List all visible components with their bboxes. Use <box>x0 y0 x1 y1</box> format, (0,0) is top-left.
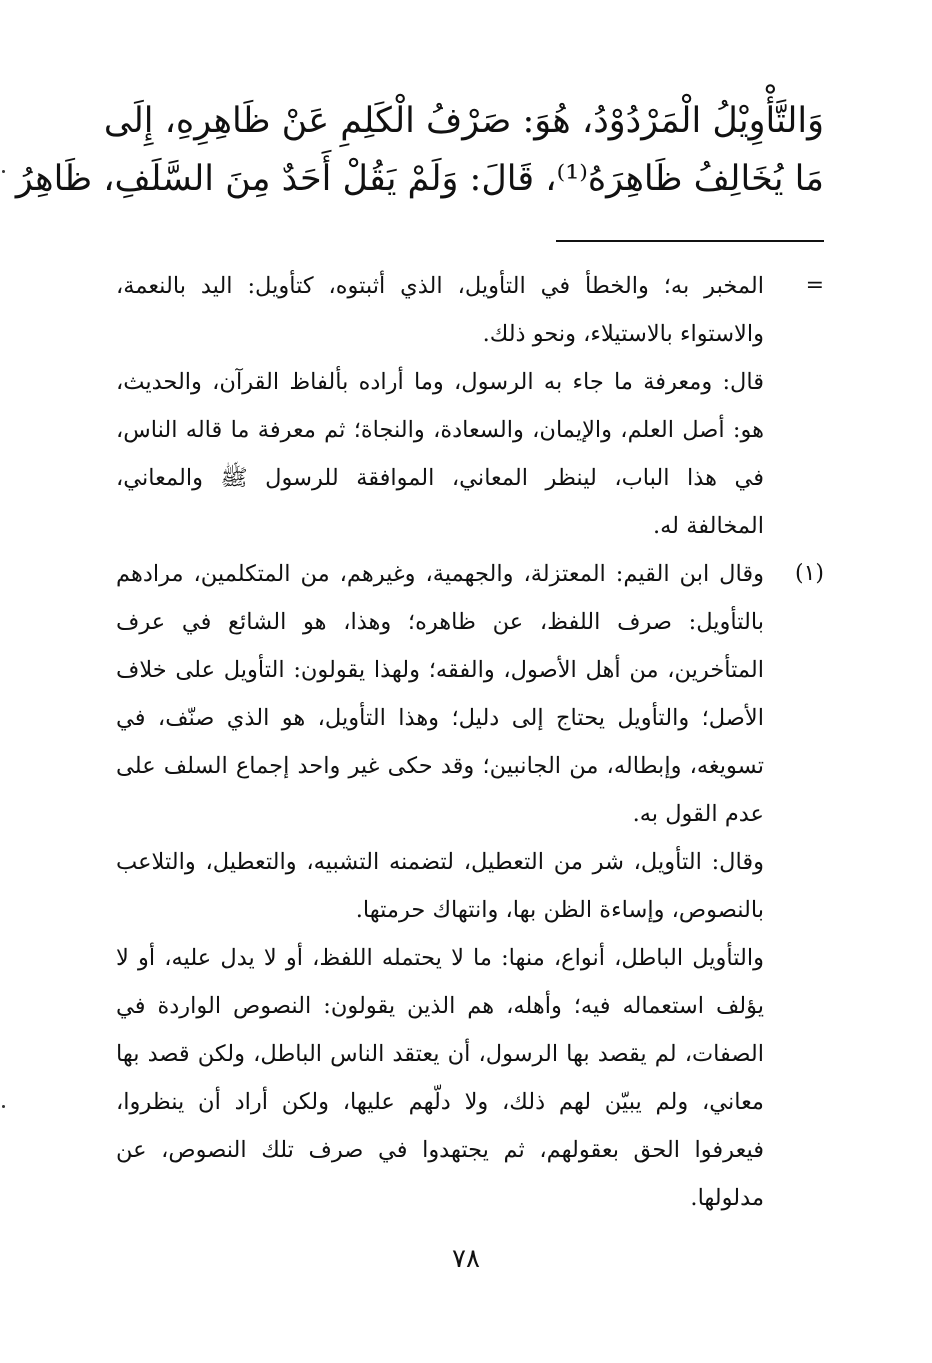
footnotes <box>116 262 824 1222</box>
main-text-line: مَا يُخَالِفُ ظَاهِرَهُ⁽¹⁾، قَالَ: وَلَمْ يَقُلْ أَحَدٌ مِنَ السَّلَفِ، ظَاهِرُ <box>15 159 824 199</box>
continuation-marker: = <box>805 273 824 298</box>
footnote-paragraph: والتأويل الباطل، أنواع، منها: ما لا يحتمله اللفظ، أو لا يدل عليه، أو لا يؤلف استعماله فيه؛ وأهله، هم الذين يقولون: النصوص الواردة في الصفات، لم يقصد بها الرسول، أن يعتقد الناس الباطل، ولكن قصد بها معاني، ولم يبيّن لهم ذلك، ولا دلّهم عليها، ولكن أراد أن ينظروا، فيعرفوا الحق بعقولهم، ثم يجتهدوا في صرف تلك النصوص، عن مدلولها. <box>116 945 764 1211</box>
footnote-separator <box>556 240 824 242</box>
footnote-paragraph: وقال: التأويل، شر من التعطيل، لتضمنه التشبيه، والتعطيل، والتلاعب بالنصوص، وإساءة الظن بها، وانتهاك حرمتها. <box>116 849 764 923</box>
footnote-paragraph: المخبر به؛ والخطأ في التأويل، الذي أثبتوه، كتأويل: اليد بالنعمة، والاستواء بالاستيلاء، ونحو ذلك. <box>116 273 764 347</box>
main-text-line: وَالتَّأْوِيْلُ الْمَرْدُوْدُ، هُوَ: صَرْفُ الْكَلِمِ عَنْ ظَاهِرِهِ، إِلَى <box>103 101 824 141</box>
footnote-paragraph: وقال ابن القيم: المعتزلة، والجهمية، وغيرهم، من المتكلمين، مرادهم بالتأويل: صرف اللفظ، عن ظاهره؛ وهذا، هو الشائع في عرف المتأخرين، من أهل الأصول، والفقه؛ ولهذا يقولون: التأويل على خلاف الأصل؛ والتأويل يحتاج إلى دليل؛ وهذا التأويل، هو الذي صنّف، في تسويغه، وإبطاله، من الجانبين؛ وقد حكى غير واحد إجماع السلف على عدم القول به. <box>116 561 764 827</box>
footnote-1 <box>116 550 824 1222</box>
scan-speck <box>2 170 5 173</box>
page-number: ٧٨ <box>452 1244 480 1274</box>
footnote-number: (١) <box>794 561 824 586</box>
scan-speck <box>2 1105 5 1108</box>
main-text <box>15 92 824 208</box>
footnote-continuation <box>116 262 824 550</box>
footnote-paragraph: قال: ومعرفة ما جاء به الرسول، وما أراده بألفاظ القرآن، والحديث، هو: أصل العلم، والإيمان، والسعادة، والنجاة؛ ثم معرفة ما قاله الناس، في هذا الباب، لينظر المعاني، الموافقة للرسول ﷺ والمعاني، المخالفة له. <box>116 369 764 539</box>
